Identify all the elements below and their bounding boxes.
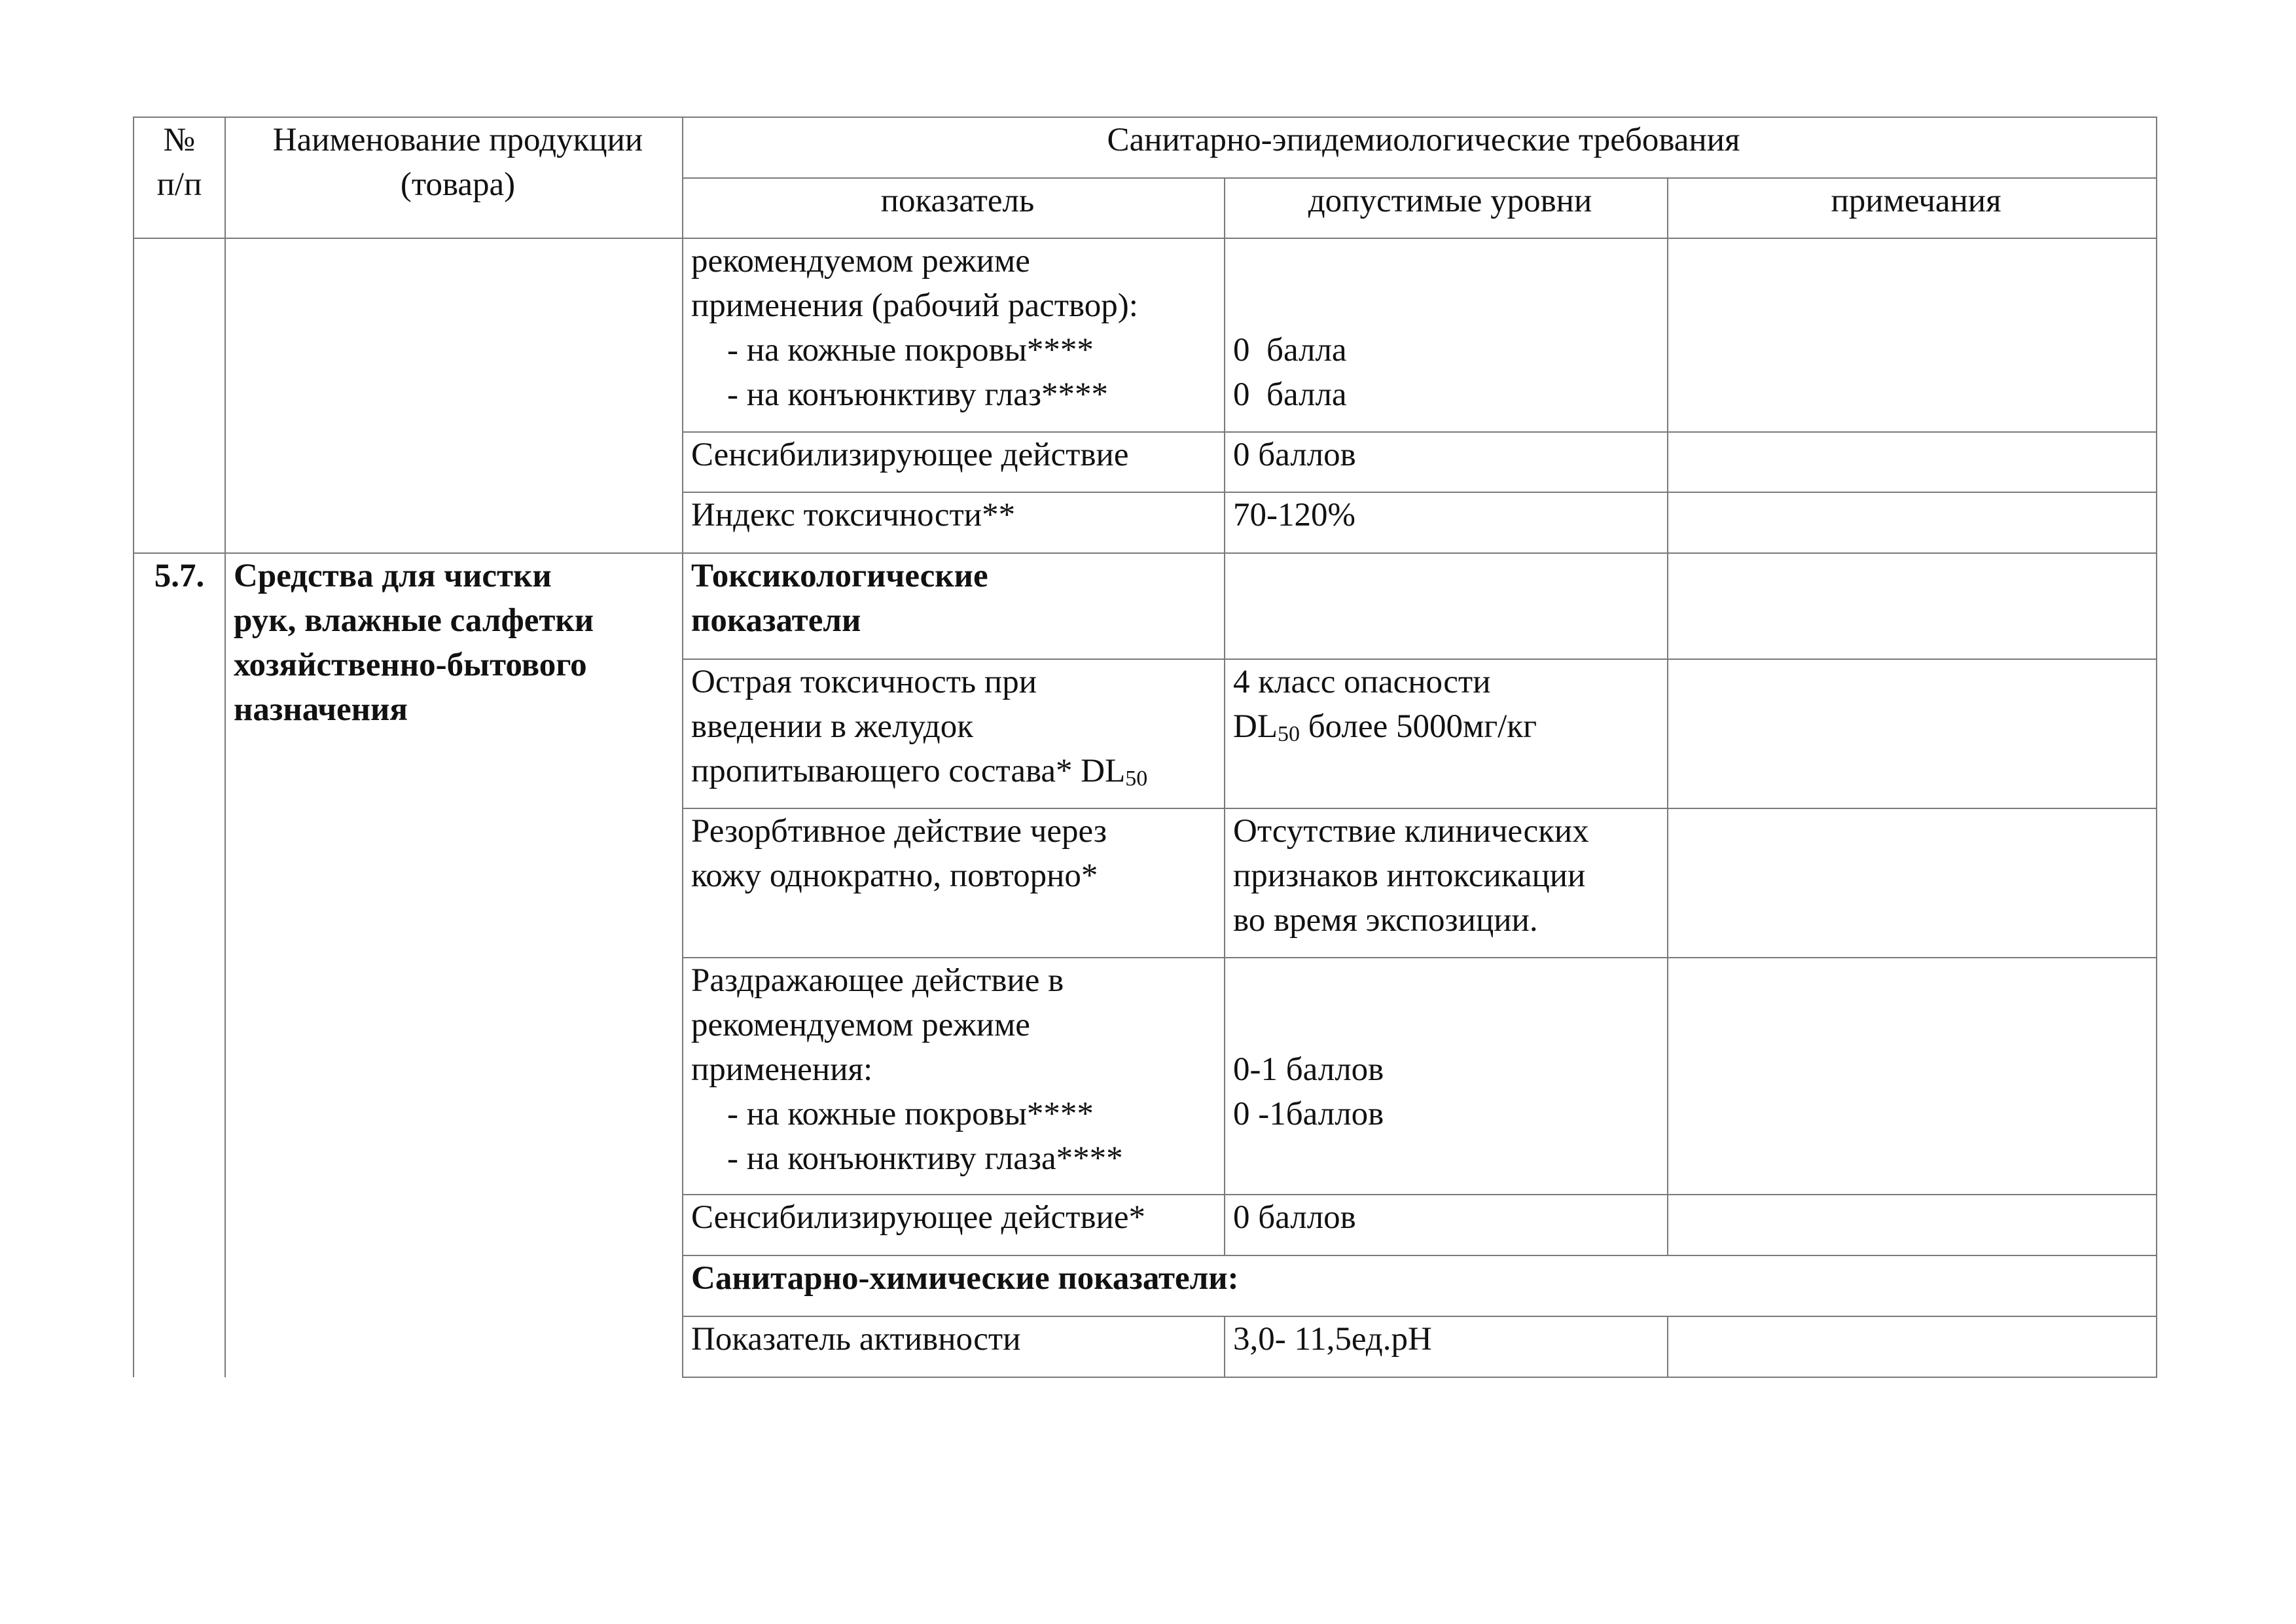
header-name-line2: (товара) [400, 166, 516, 203]
note-cell [1668, 432, 2157, 492]
header-number-cell [134, 117, 225, 238]
header-number-symbol: № [163, 122, 196, 158]
level-text-with-sub [1233, 704, 1667, 749]
header-notes: примечания [1668, 178, 2157, 238]
indicator-heading: показатели [691, 602, 861, 639]
indicator-text: рекомендуемом режиме [691, 1007, 1030, 1043]
indicator-text: введении в желудок [691, 708, 974, 745]
prev-number-cell [134, 238, 225, 553]
level-text: Отсутствие клинических [1233, 813, 1589, 850]
product-name-line: хозяйственно-бытового [234, 647, 587, 683]
level-text: 0-1 баллов [1233, 1051, 1384, 1088]
requirements-table [133, 117, 2157, 1378]
indicator-cell [683, 659, 1225, 808]
note-cell [1668, 1316, 2157, 1377]
header-name-line1: Наименование продукции [272, 122, 643, 158]
level-cell: 70-120% [1225, 492, 1668, 553]
product-name-line: Средства для чистки [234, 558, 552, 594]
indicator-text: Острая токсичность при [691, 664, 1037, 700]
table-row [134, 553, 2157, 659]
section-number: 5.7. [134, 553, 225, 1377]
indicator-subitem: - на кожные покровы**** [727, 332, 1094, 369]
note-cell [1668, 553, 2157, 659]
indicator-text: применения (рабочий раствор): [691, 287, 1138, 324]
indicator-text: Раздражающее действие в [691, 962, 1064, 999]
level-text: 4 класс опасности [1233, 664, 1491, 700]
table-row [134, 238, 2157, 432]
indicator-subscript: 50 [1125, 767, 1148, 791]
header-requirements: Санитарно-эпидемиологические требования [683, 117, 2157, 178]
indicator-cell: Индекс токсичности** [683, 492, 1225, 553]
product-name-line: рук, влажные салфетки [234, 602, 594, 639]
indicator-cell: Сенсибилизирующее действие* [683, 1195, 1225, 1255]
level-text: 0 -1баллов [1233, 1096, 1384, 1132]
indicator-cell: Показатель активности [683, 1316, 1225, 1377]
header-indicator: показатель [683, 178, 1225, 238]
level-text: 0 балла [1233, 376, 1347, 413]
note-cell [1668, 492, 2157, 553]
level-cell [1225, 659, 1668, 808]
indicator-cell [683, 238, 1225, 432]
level-cell [1225, 553, 1668, 659]
header-levels: допустимые уровни [1225, 178, 1668, 238]
note-cell [1668, 808, 2157, 958]
note-cell [1668, 958, 2157, 1195]
indicator-text: кожу однократно, повторно* [691, 857, 1098, 894]
indicator-subitem: - на конъюнктиву глаза**** [727, 1140, 1123, 1177]
level-text: более 5000мг/кг [1299, 708, 1537, 745]
indicator-cell [683, 808, 1225, 958]
level-text: DL [1233, 708, 1278, 745]
note-cell [1668, 659, 2157, 808]
product-name-line: назначения [234, 691, 408, 728]
indicator-text-with-sub [691, 749, 1224, 793]
indicator-subitem: - на конъюнктиву глаз**** [727, 376, 1108, 413]
header-row-1 [134, 117, 2157, 178]
level-cell: 3,0- 11,5ед.рН [1225, 1316, 1668, 1377]
indicator-cell: Сенсибилизирующее действие [683, 432, 1225, 492]
indicator-cell [683, 553, 1225, 659]
indicator-cell [683, 958, 1225, 1195]
level-text: признаков интоксикации [1233, 857, 1586, 894]
indicator-text: пропитывающего состава* DL [691, 753, 1126, 789]
indicator-text: рекомендуемом режиме [691, 243, 1030, 280]
level-cell [1225, 958, 1668, 1195]
level-cell [1225, 808, 1668, 958]
level-text: во время экспозиции. [1233, 902, 1538, 939]
note-cell [1668, 1195, 2157, 1255]
header-number-abbr: п/п [156, 166, 202, 203]
indicator-text: применения: [691, 1051, 873, 1088]
prev-name-cell [225, 238, 683, 553]
indicator-text: Резорбтивное действие через [691, 813, 1107, 850]
indicator-heading: Токсикологические [691, 558, 988, 594]
level-cell [1225, 238, 1668, 432]
section-product-name [225, 553, 683, 1377]
level-cell: 0 баллов [1225, 432, 1668, 492]
header-name-cell [225, 117, 683, 238]
indicator-subitem: - на кожные покровы**** [727, 1096, 1094, 1132]
level-subscript: 50 [1277, 722, 1300, 746]
level-cell: 0 баллов [1225, 1195, 1668, 1255]
subsection-heading: Санитарно-химические показатели: [683, 1255, 2157, 1316]
note-cell [1668, 238, 2157, 432]
level-text: 0 балла [1233, 332, 1347, 369]
